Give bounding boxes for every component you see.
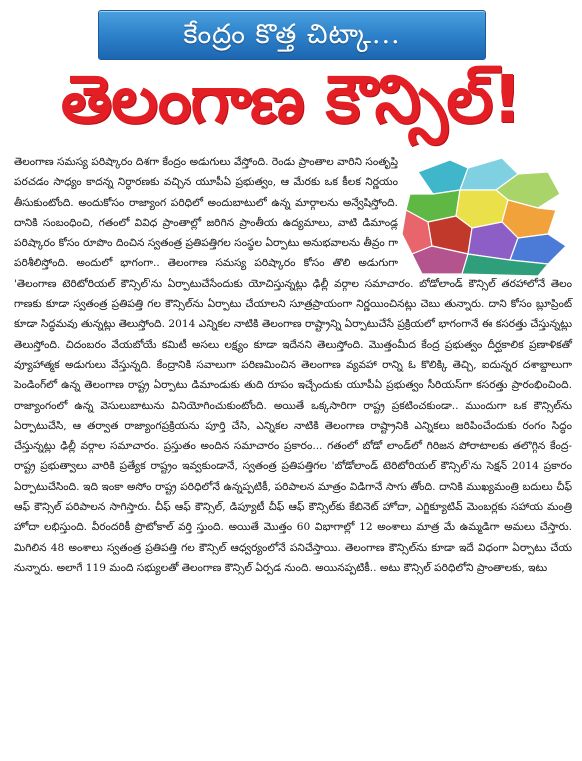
map-float-spacer: [398, 152, 572, 272]
article-body: తెలంగాణ సమస్య పరిష్కారం దిశగా కేంద్రం అడుగులు వేస్తోంది. రెండు ప్రాంతాల వారిని సంతృప్తి పరచడం సాధ్యం కాదన్న నిర్ధారణకు వచ్చిన యూపీఏ ప్రభుత్వం, ఆ మేరకు ఒక కీలక నిర్ణయం తీసుకుంటోంది. అందుకోసం రాజ్యాంగ పరిధిలో అందుబాటులో ఉన్న మార్గాలను అన్వేషిస్తోంది. దానికి సంబంధించి, గతంలో వివిధ ప్రాంతాల్లో జరిగిన ప్రాంతీయ ఉద్యమాలు, వాటి డిమాండ్ల పరిష్కారం కోసం రూపొం దించిన స్వతంత్ర ప్రతిపత్తిగల సంస్థల ఏర్పాటు అనుభవాలను తీవ్రం గా పరిశీలిస్తోంది. అందులో భాగంగా.. తెలంగాణ సమస్య పరిష్కారం కోసం తొలి అడుగుగా 'తెలంగాణ టెరిటోరియల్ కౌన్సిల్'ను ఏర్పాటుచేసేందుకు యోచిస్తున్నట్లు ఢిల్లీ వర్గాల సమాచారం. బోడోలాండ్ కౌన్సిల్ తరహాలోనే తెలం గాణకు కూడా స్వతంత్ర ప్రతిపత్తి గల కౌన్సిల్‌ను ఏర్పాటు చేయాలని సూత్రప్రాయంగా నిర్ణయించినట్లు చెబు తున్నారు. దాని కోసం బ్లూప్రింట్ కూడా సిద్ధమవు తున్నట్లు తెలుస్తోంది. 2014 ఎన్నికల నాటికి తెలంగాణ రాష్ట్రాన్ని ఏర్పాటుచేసే ప్రక్రియలో భాగంగానే ఈ కసరత్తు చేస్తున్నట్లు తెలుస్తోంది. చిదంబరం వేయబోయే కమిటీ అసలు లక్ష్యం కూడా ఇదేనని తెలుస్తోంది. మొత్తంమీద కేంద్ర ప్రభుత్వం దీర్ఘకాలిక ప్రణాళికతో వ్యూహాత్మక అడుగులు వేస్తున్నది. కేంద్రానికి సవాలుగా పరిణమించిన తెలంగాణ వ్యవహా రాన్ని ఓ కొలిక్కి తెచ్చి, ఐదున్నర దశాబ్దాలుగా పెండింగ్‌లో ఉన్న తెలంగాణ రాష్ట్ర ఏర్పాటు డిమాండుకు తుది రూపం ఇచ్చేందుకు యూపీఏ ప్రభుత్వం సీరియస్‌గా కసరత్తు ప్రారంభించింది. రాజ్యాంగంలో ఉన్న వెసులుబాటును వినియోగించుకుంటోంది. అయితే ఒక్కసారిగా రాష్ట్ర ప్రకటించకుండా.. ముందుగా ఒక కౌన్సిల్‌ను ఏర్పాటుచేసి, ఆ తర్వాత రాజ్యాంగప్రక్రియను పూర్తి చేసి, ఎన్నికల నాటికి తెలంగాణ రాష్ట్రానికి ఎన్నికలు జరిపించేందుకు రంగం సిద్ధం చేస్తున్నట్లు ఢిల్లీ వర్గాల సమాచారం. ప్రస్తుతం అందిన సమాచారం ప్రకారం... గతంలో బోడో లాండ్‌లో గిరిజన పోరాటాలకు తలొగ్గిన కేంద్ర-రాష్ట్ర ప్రభుత్వాలు వారికి ప్రత్యేక రాష్ట్రం ఇవ్వకుండానే, స్వతంత్ర ప్రతిపత్తిగల 'బోడోలాండ్ టెరిటోరియల్ కౌన్సిల్'ను సెక్షన్ 2014 ప్రకారం ఏర్పాటుచేసింది. ఇది ఇంకా అసోం రాష్ట్ర పరిధిలోనే ఉన్నప్పటికీ, పరిపాలన మాత్రం విడిగానే సాగు తోంది. దానికి ముఖ్యమంత్రి బదులు చీఫ్ ఆఫ్ కౌన్సిల్ పరిపాలన సాగిస్తారు. చీఫ్ ఆఫ్ కౌన్సిల్, డిప్యూటీ చీఫ్ ఆఫ్ కౌన్సిల్‌కు కేబినెట్ హోదా, ఎగ్జిక్యూటివ్ మెంబర్లకు సహాయ మంత్రి హోదా లభిస్తుంది. వీరందరికీ ప్రొటోకాల్ వర్తి స్తుంది. అయితే మొత్తం 60 విభాగాల్లో 12 అంశాలు మాత్ర మే ఉమ్మడిగా అమలు చేస్తారు. మిగిలిన 48 అంశాలు స్వతంత్ర ప్రతిపత్తి గల కౌన్సిల్ ఆధ్వర్యంలోనే పనిచేస్తాయి. తెలంగాణ కౌన్సిల్‌ను కూడా ఇదే విధంగా ఏర్పాటు చేయ నున్నారు. అలాగే 119 మంది సభ్యులతో తెలంగాణ కౌన్సిల్ ఏర్పడ నుంది. అయినప్పటికీ.. అటు కౌన్సిల్ పరిధిలోని ప్రాంతాలకు, ఇటు: [14, 156, 572, 574]
headline: తెలంగాణ కౌన్సిల్!: [60, 61, 522, 138]
banner-text: కేంద్రం కొత్త చిట్కా...: [183, 19, 401, 50]
section-banner: [98, 10, 486, 60]
article-body-container: [14, 152, 572, 752]
